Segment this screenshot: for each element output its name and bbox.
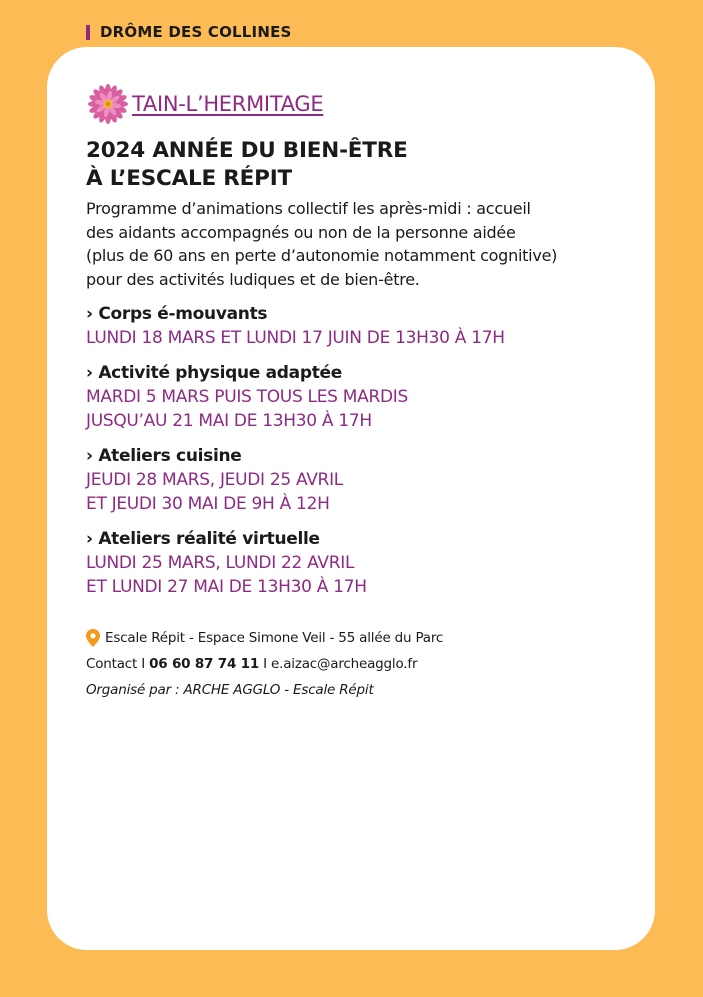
location-pin-icon [86, 629, 100, 647]
intro-paragraph [86, 197, 626, 291]
activity-name: › Corps é-mouvants [86, 304, 268, 324]
contact-separator: I [259, 656, 271, 672]
activity-date-line: ET JEUDI 30 MAI DE 9H À 12H [86, 494, 330, 514]
contact-label: Contact I [86, 656, 150, 672]
card-content [86, 83, 626, 703]
intro-line: (plus de 60 ans en perte d’autonomie notamment cognitive) [86, 246, 558, 265]
activity-name: › Ateliers cuisine [86, 446, 242, 466]
email-link[interactable]: e.aizac@archeagglo.fr [271, 656, 418, 672]
activity-date-line: LUNDI 18 MARS ET LUNDI 17 JUIN DE 13H30 À 17H [86, 328, 505, 348]
activity-dates [86, 326, 626, 350]
organizer-line: Organisé par : ARCHE AGGLO - Escale Répit [86, 682, 374, 698]
address-text: Escale Répit - Espace Simone Veil - 55 allée du Parc [105, 630, 444, 646]
activity-dates [86, 385, 626, 433]
region-marker [86, 25, 90, 40]
region-label: DRÔME DES COLLINES [100, 23, 292, 41]
address-line [86, 625, 626, 651]
activity-name: › Ateliers réalité virtuelle [86, 529, 320, 549]
location-link[interactable]: TAIN-L’HERMITAGE [132, 92, 324, 116]
phone-number[interactable]: 06 60 87 74 11 [149, 656, 260, 672]
activity-date-line: MARDI 5 MARS PUIS TOUS LES MARDIS [86, 387, 408, 407]
contact-line [86, 651, 626, 677]
activity-dates [86, 551, 626, 599]
event-title-line: À L’ESCALE RÉPIT [86, 166, 292, 191]
activity-name: › Activité physique adaptée [86, 363, 342, 383]
activity-item [86, 302, 626, 350]
event-card [47, 47, 655, 950]
activity-item [86, 527, 626, 599]
event-title-line: 2024 ANNÉE DU BIEN-ÊTRE [86, 138, 408, 163]
activity-date-line: ET LUNDI 27 MAI DE 13H30 À 17H [86, 577, 367, 597]
intro-line: pour des activités ludiques et de bien-être. [86, 269, 420, 289]
activity-item [86, 444, 626, 516]
intro-line: Programme d’animations collectif les après-midi : accueil [86, 199, 531, 218]
region-header [86, 22, 292, 42]
activity-date-line: JEUDI 28 MARS, JEUDI 25 AVRIL [86, 470, 343, 490]
event-title [86, 137, 626, 193]
activity-date-line: JUSQU’AU 21 MAI DE 13H30 À 17H [86, 411, 372, 431]
activity-item [86, 361, 626, 433]
flower-icon [86, 82, 130, 126]
location-row [86, 83, 626, 125]
activity-dates [86, 468, 626, 516]
intro-line: des aidants accompagnés ou non de la personne aidée [86, 222, 516, 242]
footer-info [86, 625, 626, 703]
activity-date-line: LUNDI 25 MARS, LUNDI 22 AVRIL [86, 553, 355, 573]
